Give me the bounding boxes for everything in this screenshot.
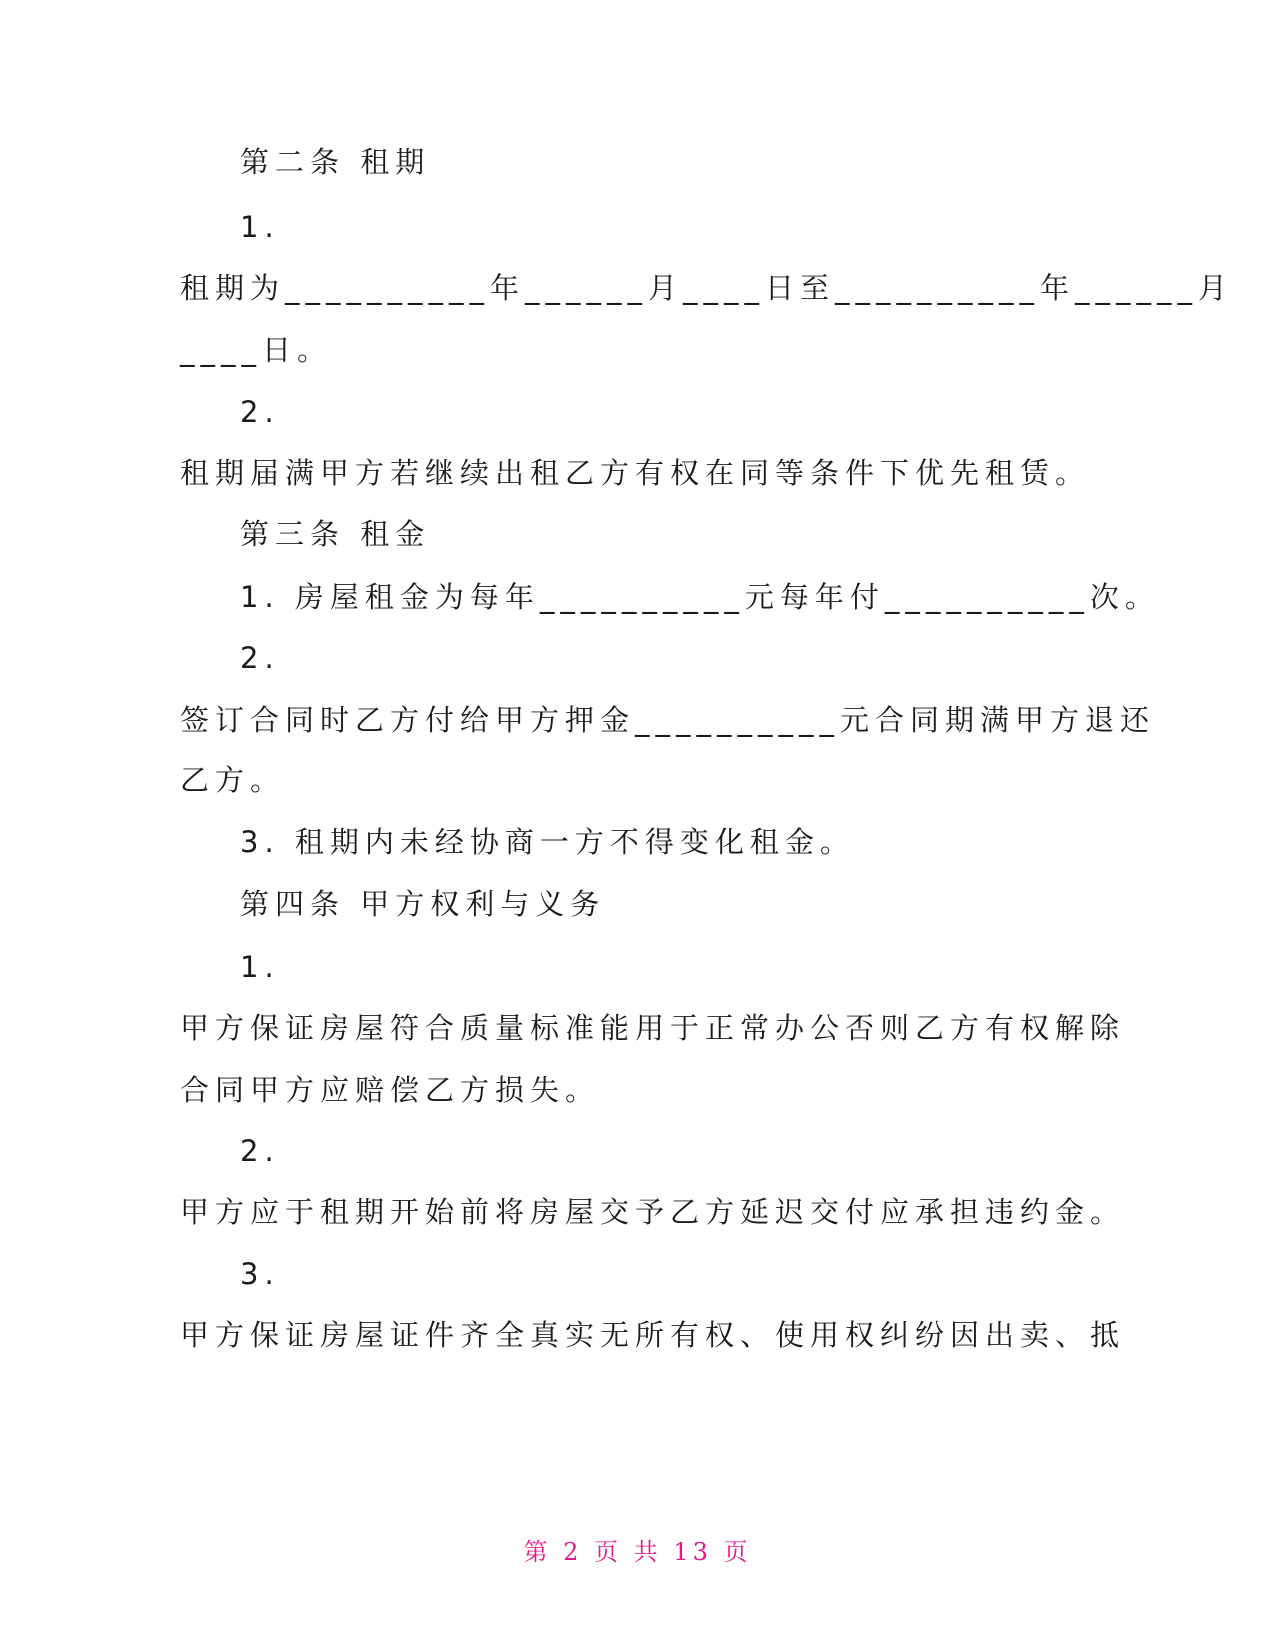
clause-number: 2. (240, 641, 280, 675)
article-2-heading: 第二条 租期 (240, 145, 431, 179)
paragraph-line: 3. 租期内未经协商一方不得变化租金。 (240, 825, 855, 859)
article-4-heading: 第四条 甲方权利与义务 (240, 887, 606, 921)
paragraph-line: 乙方。 (180, 763, 286, 797)
clause-number: 2. (240, 1134, 280, 1168)
clause-number: 3. (240, 1257, 280, 1291)
paragraph-line: 签订合同时乙方付给甲方押金__________元合同期满甲方退还 (180, 703, 1156, 737)
page-indicator: 第 2 页 共 13 页 (523, 1538, 752, 1566)
paragraph-line: 甲方保证房屋符合质量标准能用于正常办公否则乙方有权解除 (180, 1011, 1126, 1045)
paragraph-line: 租期届满甲方若继续出租乙方有权在同等条件下优先租赁。 (180, 456, 1091, 490)
paragraph-line: 甲方应于租期开始前将房屋交予乙方延迟交付应承担违约金。 (180, 1195, 1126, 1229)
paragraph-line: 租期为__________年______月____日至__________年______月 (180, 271, 1234, 305)
paragraph-line: ____日。 (180, 333, 333, 367)
clause-number: 1. (240, 950, 280, 984)
article-3-heading: 第三条 租金 (240, 517, 431, 551)
clause-number: 2. (240, 395, 280, 429)
paragraph-line: 1. 房屋租金为每年__________元每年付__________次。 (240, 580, 1160, 614)
clause-number: 1. (240, 210, 280, 244)
paragraph-line: 合同甲方应赔偿乙方损失。 (180, 1073, 601, 1107)
paragraph-line: 甲方保证房屋证件齐全真实无所有权、使用权纠纷因出卖、抵 (180, 1318, 1126, 1352)
